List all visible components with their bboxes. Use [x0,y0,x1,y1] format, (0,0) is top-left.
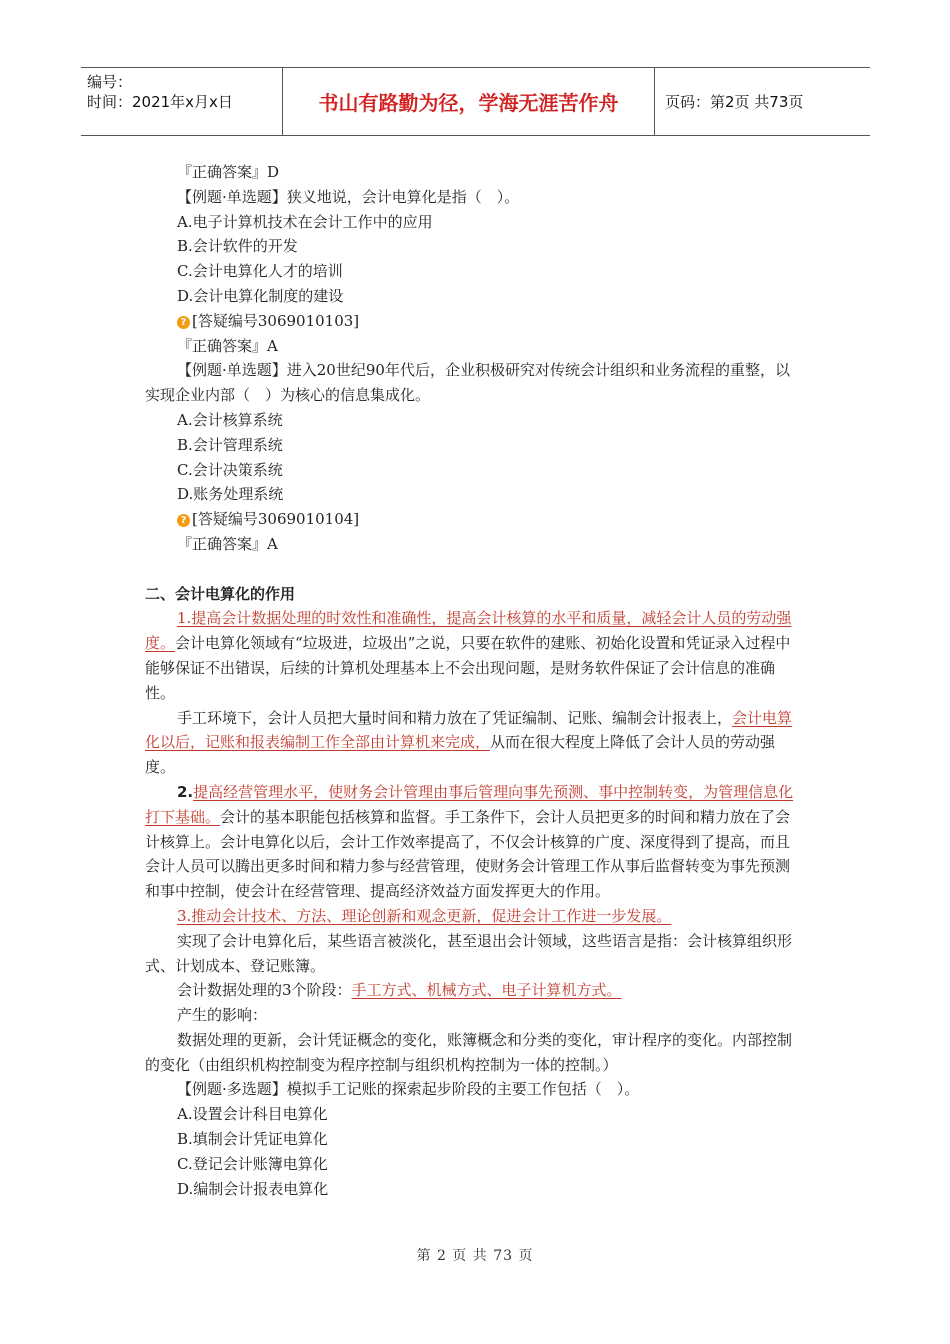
paragraph-text: 会计数据处理的3个阶段： [177,981,352,1000]
question-stem: 【例题·单选题】狭义地说，会计电算化是指（ ）。 [177,187,520,206]
paragraph-text: 从而在很大程度上降低了会计人员的劳动强度。 [145,733,776,777]
header-meta [81,68,283,135]
paragraph-number: 2. [177,782,194,801]
question-option: C.会计决策系统 [177,460,283,479]
question-option: A.会计核算系统 [177,410,283,429]
question-stem: 【例题·多选题】模拟手工记账的探索起步阶段的主要工作包括（ ）。 [177,1080,640,1099]
highlighted-text: 手工方式、机械方式、电子计算机方式。 [351,981,622,1000]
question-reference [145,309,800,334]
answer-line: 『正确答案』A [177,534,278,553]
help-icon[interactable]: ? [177,514,190,527]
highlighted-text: 3.推动会计技术、方法、理论创新和观念更新，促进会计工作进一步发展。 [177,906,672,925]
spacer [145,557,800,582]
paragraph [145,780,800,904]
highlighted-text: 1.提高会计数据处理的时效性和准确性，提高会计核算的水平和质量，减轻会计人员的劳动强度。 [145,609,792,653]
question-reference [145,507,800,532]
question-option: B.填制会计凭证电算化 [177,1130,328,1149]
highlighted-text: 会计电算化以后，记账和报表编制工作全部由计算机来完成， [145,708,793,752]
document-body [145,160,800,1201]
help-icon[interactable]: ? [177,316,190,329]
paragraph: 实现了会计电算化后，某些语言被淡化，甚至退出会计领域，这些语言是指：会计核算组织形式、计划成本、登记账簿。 [145,931,793,975]
page-header [81,67,870,136]
question-option: B.会计管理系统 [177,435,283,454]
paragraph-text: 会计的基本职能包括核算和监督。手工条件下，会计人员把更多的时间和精力放在了会计核算上。会计电算化以后，会计工作效率提高了，不仅会计核算的广度、深度得到了提高，而且会计人员可以腾出更多时间和精力参与经营管理，使财务会计管理工作从事后监督转变为事先预测和事中控制，使会计在经营管理、提高经济效益方面发挥更大的作用。 [145,807,791,901]
answer-line: 『正确答案』D [177,163,280,181]
question-option: A.设置会计科目电算化 [177,1105,328,1124]
document-number-label: 编号： [87,73,133,91]
paragraph [145,706,800,780]
paragraph: 产生的影响： [177,1006,268,1025]
document-time-label: 时间：2021年x月x日 [87,93,233,111]
question-option: C.会计电算化人才的培训 [177,262,343,281]
question-option: D.账务处理系统 [177,485,284,504]
question-reference-text: [答疑编号3069010104] [192,510,360,529]
page-footer: 第 2 页 共 73 页 [416,1248,534,1264]
question-option: B.会计软件的开发 [177,237,298,256]
header-motto: 书山有路勤为径，学海无涯苦作舟 [283,68,655,135]
question-option: A.电子计算机技术在会计工作中的应用 [177,212,433,231]
question-option: C.登记会计账簿电算化 [177,1154,328,1173]
question-stem: 【例题·单选题】进入20世纪90年代后，企业积极研究对传统会计组织和业务流程的重整，以实现企业内部（ ）为核心的信息集成化。 [145,361,790,405]
paragraph [145,904,800,929]
question-option: D.会计电算化制度的建设 [177,286,344,305]
paragraph-text: 手工环境下，会计人员把大量时间和精力放在了凭证编制、记账、编制会计报表上， [177,708,733,727]
question-reference-text: [答疑编号3069010103] [192,311,360,330]
highlighted-text: 提高经营管理水平，使财务会计管理由事后管理向事先预测、事中控制转变，为管理信息化打下基础。 [145,782,794,826]
section-title: 二、会计电算化的作用 [145,584,296,603]
paragraph [145,606,800,705]
answer-line: 『正确答案』A [177,336,278,355]
paragraph-text: 会计电算化领域有“垃圾进，垃圾出”之说，只要在软件的建账、初始化设置和凭证录入过程中能够保证不出错误，后续的计算机处理基本上不会出现问题，是财务软件保证了会计信息的准确性。 [145,634,791,702]
question-option: D.编制会计报表电算化 [177,1179,329,1198]
header-page-info: 页码：第2页 共73页 [665,93,804,111]
paragraph [145,978,800,1003]
paragraph: 数据处理的更新，会计凭证概念的变化，账簿概念和分类的变化，审计程序的变化。内部控制的变化（由组织机构控制变为程序控制与组织机构控制为一体的控制。） [145,1030,793,1074]
